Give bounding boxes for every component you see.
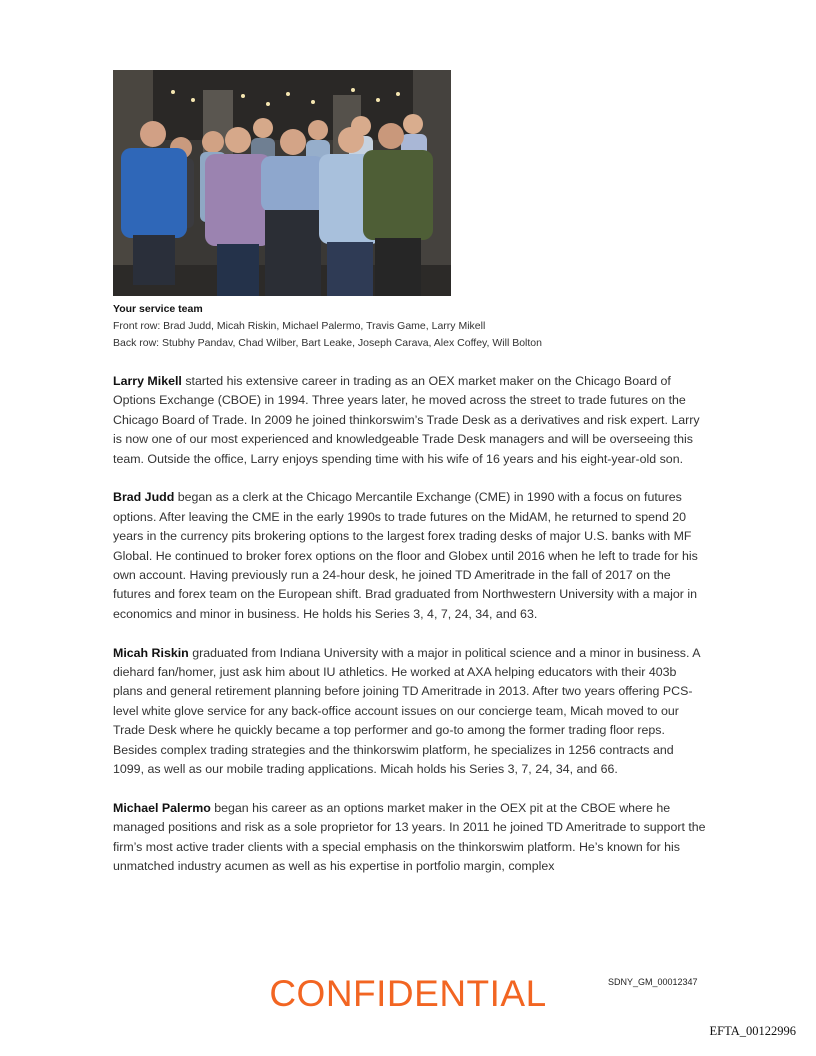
team-photo xyxy=(113,70,451,296)
bio-text: began as a clerk at the Chicago Mercantile Exchange (CME) in 1990 with a focus on futures options. After leaving the CME in the early 1990s to trade futures on the MidAM, he returned to spend 20 years in the currency pits brokering options to the largest forex trading desks of major U.S. banks with MF Global. He continued to broker forex options on the floor and Globex until 2016 when he left to trade for his own account. Having previously run a 24-hour desk, he joined TD Ameritrade in the fall of 2017 on the futures and forex team on the European shift. Brad graduated from Northwestern University with a major in economics and minor in business. He holds his Series 3, 4, 7, 24, 34, and 63. xyxy=(113,490,698,621)
caption-back-row: Back row: Stubhy Pandav, Chad Wilber, Bart Leake, Joseph Carava, Alex Coffey, Will Bolton xyxy=(113,337,542,349)
efta-number: EFTA_00122996 xyxy=(709,1024,796,1038)
bio-name: Michael Palermo xyxy=(113,800,211,815)
team-bios xyxy=(113,372,708,877)
photo-caption xyxy=(113,301,713,352)
bio-brad-judd xyxy=(113,488,708,624)
caption-front-row: Front row: Brad Judd, Micah Riskin, Michael Palermo, Travis Game, Larry Mikell xyxy=(113,320,486,332)
confidential-stamp: CONFIDENTIAL xyxy=(269,973,547,1014)
bio-name: Larry Mikell xyxy=(113,374,182,388)
bates-number: SDNY_GM_00012347 xyxy=(608,977,698,987)
bio-micah-riskin xyxy=(113,644,708,780)
bio-text: began his career as an options market maker in the OEX pit at the CBOE where he managed positions and risk as a sole proprietor for 13 years. In 2011 he joined TD Ameritrade to support the firm’s most active trader clients with a special emphasis on the thinkorswim platform. He’s known for his unmatched industry acumen as well as his expertise in portfolio margin, complex xyxy=(113,800,706,874)
bio-text: started his extensive career in trading as an OEX market maker on the Chicago Board of Options Exchange (CBOE) in 1994. Three years later, he moved across the street to trade futures on the Chicago Board of Trade. In 2009 he joined thinkorswim’s Trade Desk as a derivatives and risk expert. Larry is now one of our most experienced and knowledgeable Trade Desk managers and will be overseeing this team. Outside the office, Larry enjoys spending time with his wife of 16 years and his eight-year-old son. xyxy=(113,374,700,466)
bio-name: Micah Riskin xyxy=(113,645,189,660)
bio-text-continued: Besides complex trading strategies and the thinkorswim platform, he specializes in 1256 contracts and 1099, as well as our mobile trading applications. Micah holds his Series 3, 7, 24, 34, and 66. xyxy=(113,742,674,777)
bio-larry-mikell xyxy=(113,372,708,469)
caption-title: Your service team xyxy=(113,303,203,315)
bio-text: graduated from Indiana University with a major in political science and a minor in business. A diehard fan/homer, just ask him about IU athletics. He worked at AXA helping educators with their 403b plans and general retirement planning before joining TD Ameritrade in 2013. After two years offering PCS-level white glove service for any back-office account issues on our concierge team, Micah moved to our Trade Desk where he quickly became a top performer and go-to among the former trading floor reps. xyxy=(113,645,700,738)
bio-michael-palermo xyxy=(113,799,708,877)
bio-name: Brad Judd xyxy=(113,490,175,505)
